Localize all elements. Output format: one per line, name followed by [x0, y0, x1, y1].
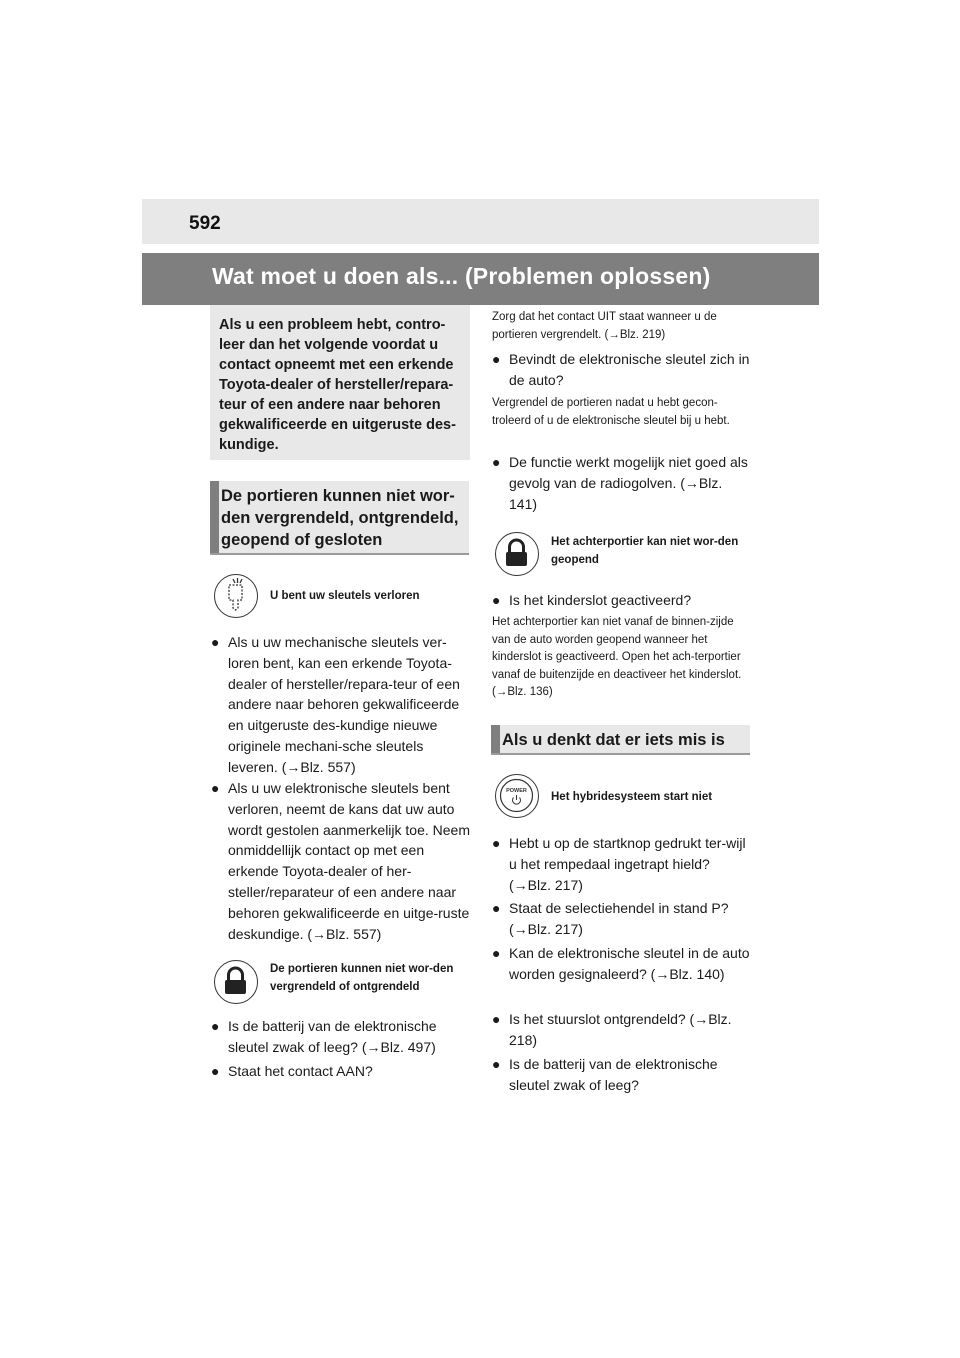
- lock-icon: [495, 532, 539, 576]
- power-button-icon: [495, 774, 539, 818]
- chapter-title-band: [142, 253, 819, 305]
- section-heading-wrong-text: Als u denkt dat er iets mis is: [502, 731, 725, 749]
- bullet-icon: ●: [492, 351, 501, 367]
- note-inside: Vergrendel de portieren nadat u hebt gecon-troleerd of u de elektronische sleutel bij u hebt.: [492, 397, 730, 427]
- lock-unlock-label: De portieren kunnen niet wor-den vergrendeld of ontgrendeld: [270, 963, 454, 993]
- lost-keys-label: U bent uw sleutels verloren: [270, 590, 420, 602]
- bullet-icon: ●: [211, 1018, 220, 1034]
- bullet-icon: ●: [211, 1063, 220, 1079]
- list-item: ● Staat het contact AAN?: [211, 1061, 473, 1082]
- list-item: ● Staat de selectiehendel in stand P? (→Blz. 217): [492, 900, 729, 937]
- list-item: ● Kan de elektronische sleutel in de auto worden gesignaleerd? (→Blz. 140): [492, 945, 750, 982]
- power-icon-text: POWER: [506, 788, 527, 794]
- section-heading-something-wrong: [491, 725, 750, 755]
- page-number-band: [142, 199, 819, 244]
- list-item: ● Hebt u op de startknop gedrukt ter-wijl u het rempedaal ingetrapt hield? (→Blz. 217): [492, 835, 746, 893]
- rear-door-label: Het achterportier kan niet wor-den geopend: [551, 536, 739, 566]
- bullet-icon: ●: [492, 900, 501, 916]
- bullet-icon: ●: [492, 1056, 501, 1072]
- bullet-icon: ●: [492, 454, 501, 470]
- list-item: ● Is de batterij van de elektronische sleutel zwak of leeg?: [492, 1056, 718, 1093]
- intro-text: Als u een probleem hebt, contro-leer dan het volgende voordat u contact opneemt met een erkende Toyota-dealer of hersteller/repara-teur of een andere naar behoren gekwalificeerde en uitgeruste des-kundige.: [219, 317, 456, 453]
- bullet-icon: ●: [211, 634, 220, 650]
- section-heading-doors: [210, 481, 469, 555]
- bullet-icon: ●: [492, 1011, 501, 1027]
- bullet-icon: ●: [211, 780, 220, 796]
- list-item: ● Als u uw mechanische sleutels ver-loren bent, kan een erkende Toyota-dealer of hersteller/repara-teur of een andere naar behoren gekwalificeerde en uitgeruste des-kundige nieuwe originele mechani-sche sleutels leveren. (→Blz. 557): [211, 634, 460, 775]
- bullet-icon: ●: [492, 945, 501, 961]
- section-heading-doors-text: De portieren kunnen niet wor-den vergrendeld, ontgrendeld, geopend of gesloten: [221, 487, 459, 549]
- list-item: ● Is het stuurslot ontgrendeld? (→Blz. 218): [492, 1011, 732, 1048]
- page-title: Wat moet u doen als... (Problemen oplossen): [212, 263, 711, 289]
- key-icon: [214, 574, 258, 618]
- list-item: ● Als u uw elektronische sleutels bent verloren, neemt de kans dat uw auto wordt gestolen aanmerkelijk toe. Neem onmiddellijk contact op met een erkende Toyota-dealer of her-steller/reparateur of een andere naar behoren gekwalificeerde en uitge-ruste deskundige. (→Blz. 557): [211, 780, 471, 942]
- list-item: ● De functie werkt mogelijk niet goed als gevolg van de radiogolven. (→Blz. 141): [492, 454, 748, 512]
- list-item: ● Is de batterij van de elektronische sleutel zwak of leeg? (→Blz. 497): [211, 1018, 437, 1055]
- bullet-icon: ●: [492, 592, 501, 608]
- lock-icon: [214, 960, 258, 1004]
- intro-box: [210, 305, 470, 460]
- note-ignition: Zorg dat het contact UIT staat wanneer u de portieren vergrendelt. (→Blz. 219): [492, 311, 717, 341]
- list-item: ● Is het kinderslot geactiveerd?: [492, 590, 754, 611]
- bullet-icon: ●: [492, 835, 501, 851]
- hybrid-system-label: Het hybridesysteem start niet: [551, 791, 713, 803]
- list-item: ● Bevindt de elektronische sleutel zich in de auto?: [492, 351, 750, 388]
- note-childlock: Het achterportier kan niet vanaf de binnen-zijde van de auto worden geopend wanneer het kinderslot is geactiveerd. Open het ach-terportier vanaf de buitenzijde en deactiveer het kinderslot. (→Blz. 136): [492, 616, 742, 698]
- page-number: 592: [189, 213, 221, 234]
